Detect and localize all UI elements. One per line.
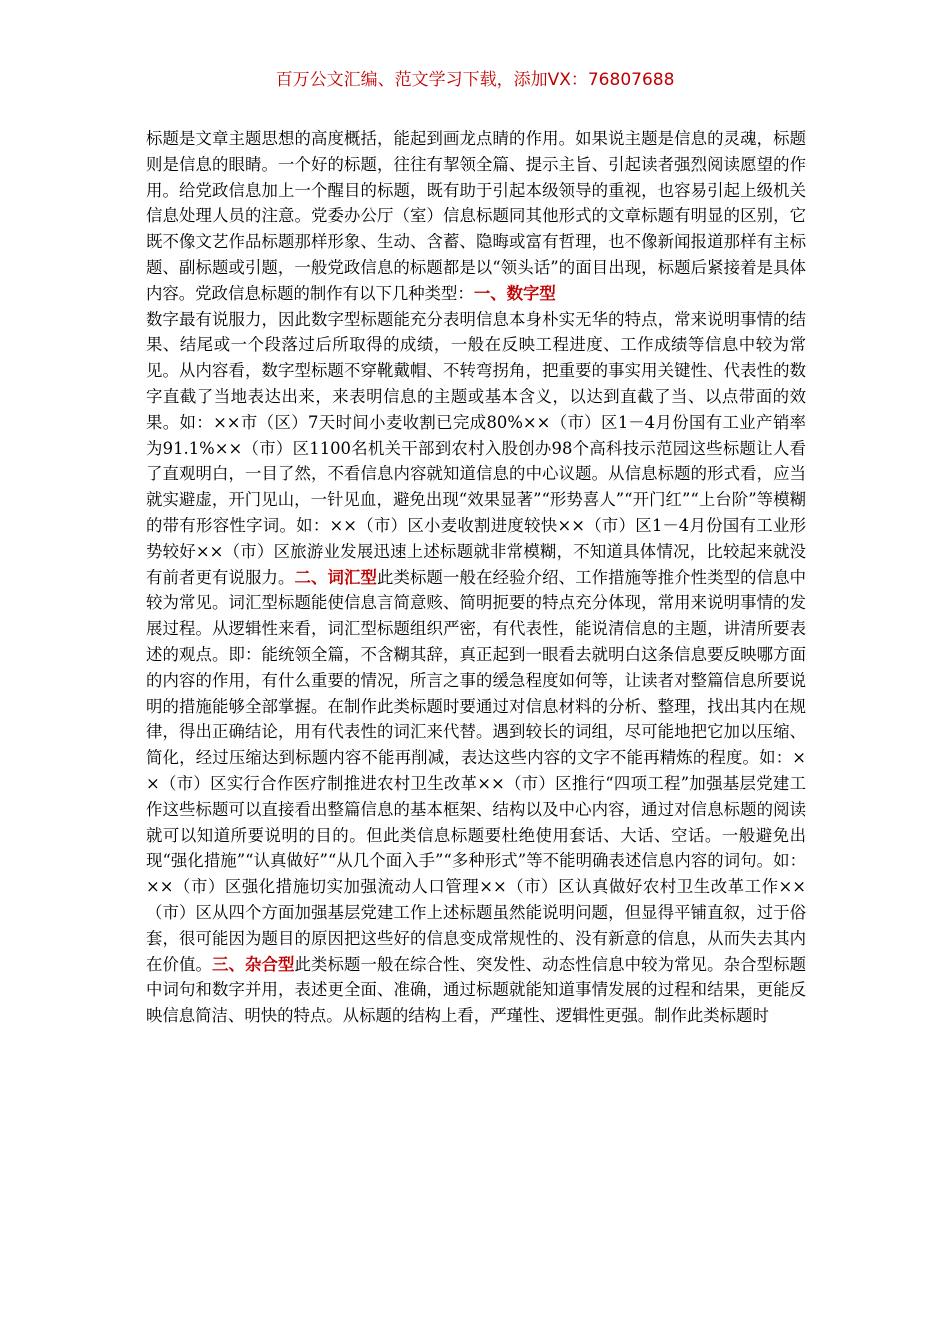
section-text-vocabulary-type: 此类标题一般在经验介绍、工作措施等推介性类型的信息中较为常见。词汇型标题能使信息言简意赅、简明扼要的特点充分体现，常用来说明事情的发展过程。从逻辑性来看，词汇型标题组织严密，有代表性，能说清信息的主题，讲清所要表述的观点。即：能统领全篇，不含糊其辞，真正起到一眼看去就明白这条信息要反映哪方面的内容的作用，有什么重要的情况，所言之事的缓急程度如何等，让读者对整篇信息所要说明的措施能够全部掌握。在制作此类标题时要通过对信息材料的分析、整理，找出其内在规律，得出正确结论，用有代表性的词汇来代替。遇到较长的词组，尽可能地把它加以压缩、简化，经过压缩达到标题内容不能再削减，表达这些内容的文字不能再精炼的程度。如：××（市）区实行合作医疗制推进农村卫生改革××（市）区推行“四项工程”加强基层党建工作这些标题可以直接看出整篇信息的基本框架、结构以及中心内容，通过对信息标题的阅读就可以知道所要说明的目的。但此类信息标题要杜绝使用套话、大话、空话。一般避免出现“强化措施”“认真做好”“从几个面入手”“多种形式”等不能明确表述信息内容的词句。如：××（市）区强化措施切实加强流动人口管理××（市）区认真做好农村卫生改革工作××（市）区从四个方面加强基层党建工作上述标题虽然能说明问题，但显得平铺直叙，过于俗套，很可能因为题目的原因把这些好的信息变成常规性的、没有新意的信息，从而失去其内在价值。 [146,567,807,974]
document-header-banner: 百万公文汇编、范文学习下载，添加VX：76807688 [275,70,675,90]
body-paragraph [146,126,806,307]
section-text-mixed-type: 此类标题一般在综合性、突发性、动态性信息中较为常见。杂合型标题中词句和数字并用，表述更全面、准确，通过标题就能知道事情发展的过程和结果，更能反映信息简洁、明快的特点。从标题的结构上看，严瑾性、逻辑性更强。制作此类标题时 [146,954,807,1026]
body-paragraph [146,307,806,1029]
intro-text: 标题是文章主题思想的高度概括，能起到画龙点睛的作用。如果说主题是信息的灵魂，标题则是信息的眼睛。一个好的标题，往往有挈领全篇、提示主旨、引起读者强烈阅读愿望的作用。给党政信息加上一个醒目的标题，既有助于引起本级领导的重视，也容易引起上级机关信息处理人员的注意。党委办公厅（室）信息标题同其他形式的文章标题有明显的区别，它既不像文艺作品标题那样形象、生动、含蓄、隐晦或富有哲理，也不像新闻报道那样有主标题、副标题或引题，一般党政信息的标题都是以“领头话”的面目出现，标题后紧接着是具体内容。党政信息标题的制作有以下几种类型： [146,129,806,303]
section-text-number-type: 数字最有说服力，因此数字型标题能充分表明信息本身朴实无华的特点，常来说明事情的结果、结尾或一个段落过后所取得的成绩，一般在反映工程进度、工作成绩等信息中较为常见。从内容看，数字型标题不穿靴戴帽、不转弯拐角，把重要的事实用关键性、代表性的数字直截了当地表达出来，来表明信息的主题或基本含义，以达到直截了当、以点带面的效果。如：××市（区）7天时间小麦收割已完成80%××（市）区1－4月份国有工业产销率为91.1%××（市）区1100名机关干部到农村入股创办98个高科技示范园这些标题让人看了直观明白，一目了然，不看信息内容就知道信息的中心议题。从信息标题的形式看，应当就实避虚，开门见山，一针见血，避免出现“效果显著”“形势喜人”“开门红”“上台阶”等模糊的带有形容性字词。如：××（市）区小麦收割进度较快××（市）区1－4月份国有工业形势较好××（市）区旅游业发展迅速上述标题就非常模糊，不知道具体情况，比较起来就没有前者更有说服力。 [146,309,806,587]
section-heading-number-type: 一、数字型 [473,283,556,303]
document-body [146,126,806,1029]
section-heading-vocabulary-type: 二、词汇型 [294,567,378,587]
section-heading-mixed-type: 三、杂合型 [212,954,295,974]
